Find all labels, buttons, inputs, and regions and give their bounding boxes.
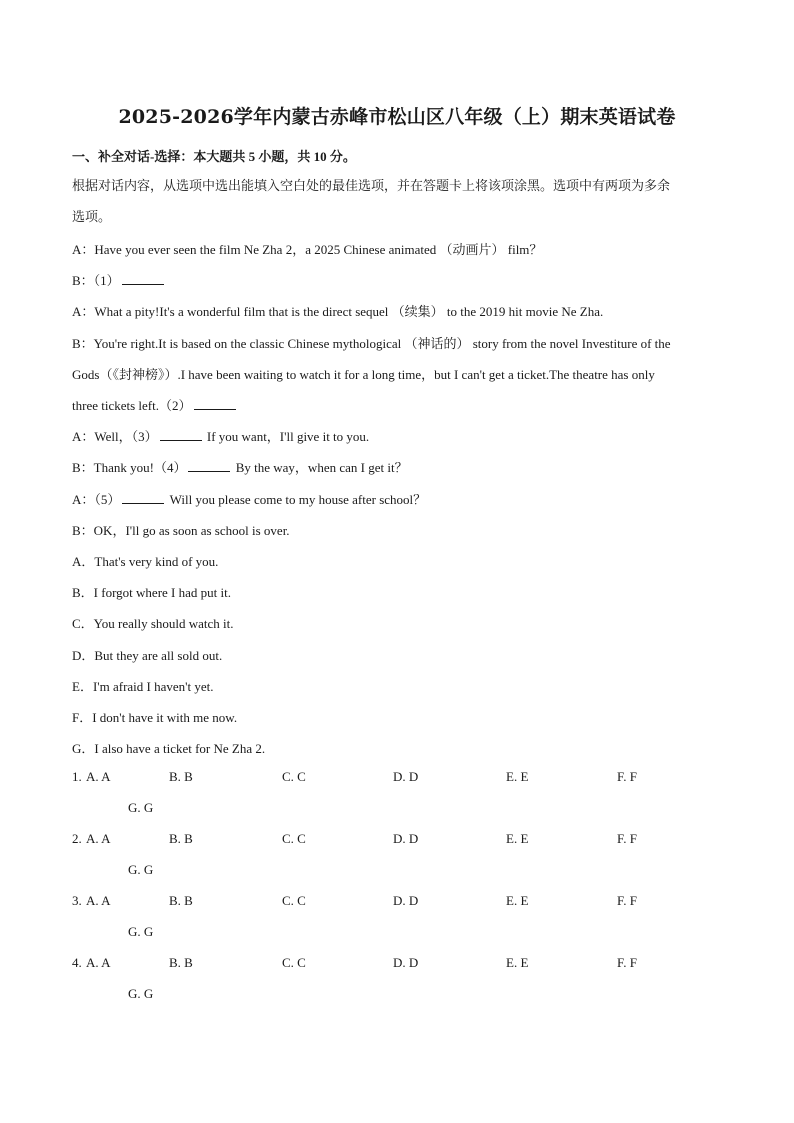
answer-choice[interactable]: B. B (169, 831, 193, 846)
answer-choice[interactable]: G. G (128, 862, 154, 877)
answer-blank (160, 429, 202, 441)
section-heading: 一、补全对话-选择：本大题共 5 小题，共 10 分。 (72, 149, 356, 164)
answer-choice[interactable]: C. C (282, 955, 306, 970)
answer-choice[interactable]: G. G (128, 800, 154, 815)
question-row (72, 831, 732, 881)
answer-choice[interactable]: A. A (86, 769, 111, 784)
dialogue-text: three tickets left.（2） (72, 398, 192, 413)
dialogue-line (72, 489, 732, 508)
dialogue-line (72, 520, 732, 539)
answer-choice[interactable]: E. E (506, 769, 529, 784)
question-number: 3. (72, 893, 82, 908)
option-item: D．But they are all sold out. (72, 647, 223, 663)
answer-choice[interactable]: B. B (169, 955, 193, 970)
answer-choice[interactable]: F. F (617, 893, 637, 908)
answer-choice[interactable]: A. A (86, 955, 111, 970)
answer-choice[interactable]: E. E (506, 831, 529, 846)
dialogue-line (72, 239, 732, 258)
answer-choice[interactable]: D. D (393, 831, 419, 846)
question-row (72, 769, 732, 819)
answer-choice[interactable]: C. C (282, 831, 306, 846)
answer-choice[interactable]: D. D (393, 955, 419, 970)
answer-blank (194, 398, 236, 410)
answer-choice[interactable]: A. A (86, 831, 111, 846)
question-number: 4. (72, 955, 82, 970)
option-item: G．I also have a ticket for Ne Zha 2. (72, 741, 266, 757)
dialogue-line (72, 364, 732, 383)
dialogue-line (72, 457, 732, 476)
dialogue-text-after-blank: If you want，I'll give it to you. (203, 429, 370, 445)
dialogue-text: A：Have you ever seen the film Ne Zha 2，a 2025 Chinese animated （动画片） film？ (72, 242, 543, 257)
answer-choice[interactable]: E. E (506, 955, 529, 970)
answer-choice[interactable]: F. F (617, 955, 637, 970)
dialogue-text-after-blank: Will you please come to my house after school？ (166, 491, 427, 507)
dialogue-line (72, 270, 732, 289)
answer-choice[interactable]: B. B (169, 769, 193, 784)
dialogue-text: B：（1） (72, 273, 120, 289)
dialogue-line (72, 301, 732, 320)
option-item: B．I forgot where I had put it. (72, 585, 231, 601)
answer-choice[interactable]: D. D (393, 893, 419, 908)
dialogue-text: B：Thank you!（4） (72, 460, 187, 476)
answer-choice[interactable]: G. G (128, 986, 154, 1001)
answer-choice[interactable]: E. E (506, 893, 529, 908)
dialogue-text: A：（5） (72, 491, 121, 507)
answer-choice[interactable]: C. C (282, 893, 306, 908)
page-title: 2025-2026学年内蒙古赤峰市松山区八年级（上）期末英语试卷 (118, 106, 676, 128)
answer-choice[interactable]: G. G (128, 924, 154, 939)
answer-blank (122, 273, 164, 285)
option-item: C．You really should watch it. (72, 616, 234, 632)
instruction-line-2: 选项。 (72, 209, 112, 224)
option-item: E．I'm afraid I haven't yet. (72, 678, 214, 694)
instruction-line-1: 根据对话内容，从选项中选出能填入空白处的最佳选项，并在答题卡上将该项涂黑。选项中有两项为多余 (72, 178, 671, 193)
dialogue-text: Gods（《封神榜》）.I have been waiting to watch it for a long time，but I can't get a ticket.The theatre has only (72, 366, 655, 382)
dialogue-text: A：What a pity!It's a wonderful film that is the direct sequel （续集） to the 2019 hit movie Ne Zha. (72, 304, 604, 320)
answer-blank (122, 492, 164, 504)
answer-choice[interactable]: F. F (617, 769, 637, 784)
dialogue-text: A：Well，（3） (72, 429, 158, 445)
question-number: 2. (72, 831, 82, 846)
question-row (72, 955, 732, 1005)
answer-choice[interactable]: B. B (169, 893, 193, 908)
question-row (72, 893, 732, 943)
dialogue-line (72, 333, 732, 352)
answer-choice[interactable]: F. F (617, 831, 637, 846)
answer-choice[interactable]: D. D (393, 769, 419, 784)
dialogue-text: B：OK，I'll go as soon as school is over. (72, 522, 290, 538)
answer-blank (188, 460, 230, 472)
option-item: F．I don't have it with me now. (72, 710, 238, 725)
option-item: A．That's very kind of you. (72, 554, 219, 569)
answer-choice[interactable]: C. C (282, 769, 306, 784)
dialogue-text-after-blank: By the way，when can I get it？ (232, 460, 408, 476)
dialogue-line (72, 395, 732, 414)
dialogue-text: B：You're right.It is based on the classic Chinese mythological （神话的） story from the novel Investiture of the (72, 335, 671, 351)
dialogue-line (72, 426, 732, 445)
question-number: 1. (72, 769, 82, 784)
answer-choice[interactable]: A. A (86, 893, 111, 908)
